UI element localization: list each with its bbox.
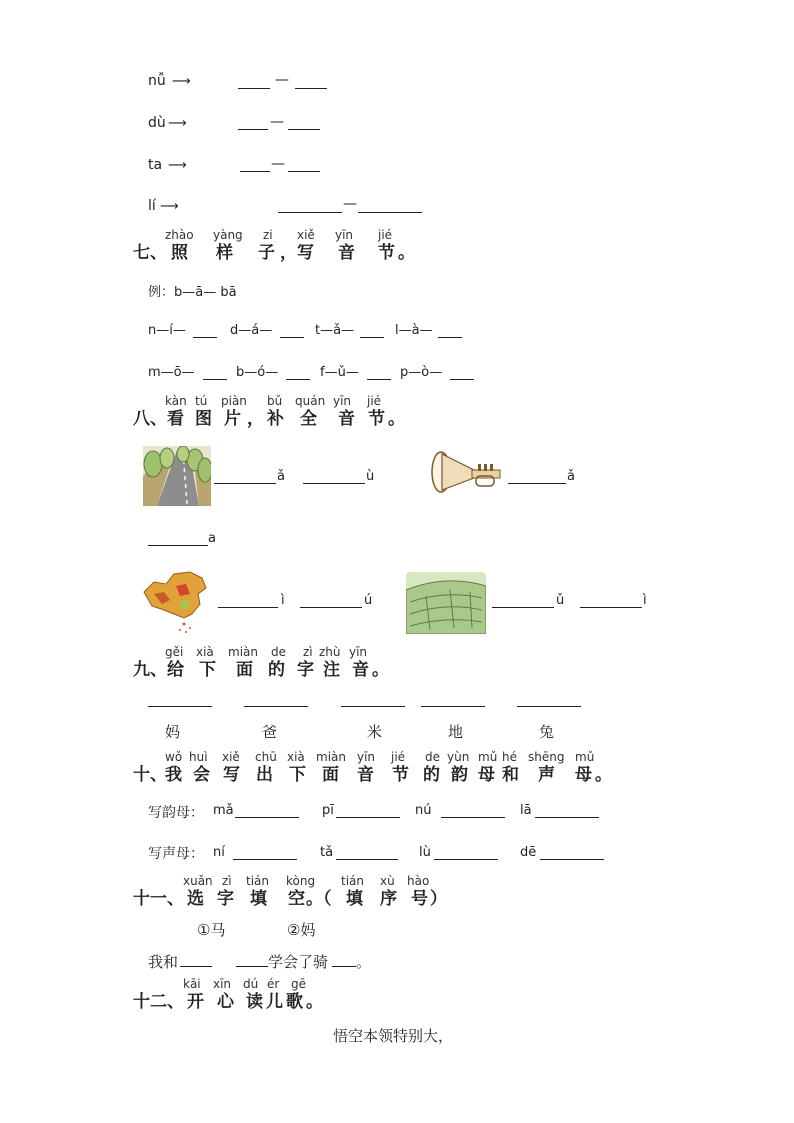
answer-blank[interactable]	[441, 817, 505, 818]
syllable-du: dù	[148, 115, 166, 131]
answer-blank[interactable]	[421, 706, 485, 707]
dash: —	[343, 196, 357, 212]
section-number: 十二、	[133, 992, 184, 1012]
option-2: ②妈	[287, 921, 316, 939]
trumpet-picture	[428, 450, 504, 496]
answer-blank[interactable]	[295, 88, 327, 89]
answer-blank[interactable]	[300, 607, 362, 608]
arrow-icon: ⟶	[168, 116, 187, 131]
dash: —	[271, 156, 285, 172]
answer-blank[interactable]	[336, 817, 400, 818]
arrow-icon: ⟶	[172, 74, 191, 89]
answer-blank[interactable]	[492, 607, 554, 608]
answer-blank[interactable]	[580, 607, 642, 608]
answer-blank[interactable]	[288, 129, 320, 130]
answer-blank[interactable]	[303, 483, 365, 484]
section-number: 九、	[133, 660, 167, 680]
answer-blank[interactable]	[235, 817, 299, 818]
china-map-picture	[140, 570, 212, 634]
answer-blank[interactable]	[508, 483, 566, 484]
syllable-ta: ta	[148, 157, 163, 173]
example-line: 例：b—ā— bā	[148, 285, 237, 300]
answer-blank[interactable]	[233, 859, 297, 860]
poem-line: 悟空本领特别大，	[333, 1027, 454, 1045]
answer-blank[interactable]	[434, 859, 498, 860]
syllable-li: lí	[148, 198, 156, 214]
answer-blank[interactable]	[438, 337, 462, 338]
answer-blank[interactable]	[236, 966, 268, 967]
answer-blank[interactable]	[517, 706, 581, 707]
section-number: 十、	[133, 765, 167, 785]
answer-blank[interactable]	[214, 483, 276, 484]
answer-blank[interactable]	[341, 706, 405, 707]
syllable-nv: nǚ	[148, 73, 166, 89]
answer-blank[interactable]	[240, 171, 270, 172]
section-number: 十一、	[133, 889, 184, 909]
answer-blank[interactable]	[288, 171, 320, 172]
answer-blank[interactable]	[203, 379, 227, 380]
section-number: 八、	[133, 409, 167, 429]
answer-blank[interactable]	[244, 706, 308, 707]
answer-blank[interactable]	[358, 212, 422, 213]
answer-blank[interactable]	[450, 379, 474, 380]
arrow-icon: ⟶	[168, 158, 187, 173]
answer-blank[interactable]	[148, 545, 208, 546]
answer-blank[interactable]	[280, 337, 304, 338]
answer-blank[interactable]	[535, 817, 599, 818]
answer-blank[interactable]	[336, 859, 398, 860]
answer-blank[interactable]	[360, 337, 384, 338]
dash: —	[270, 114, 284, 130]
option-1: ①马	[197, 921, 226, 939]
answer-blank[interactable]	[193, 337, 217, 338]
answer-blank[interactable]	[286, 379, 310, 380]
answer-blank[interactable]	[180, 966, 212, 967]
arrow-icon: ⟶	[160, 199, 179, 214]
answer-blank[interactable]	[238, 129, 268, 130]
road-picture	[143, 446, 211, 506]
answer-blank[interactable]	[218, 607, 278, 608]
answer-blank[interactable]	[148, 706, 212, 707]
dash: —	[275, 72, 289, 88]
answer-blank[interactable]	[367, 379, 391, 380]
answer-blank[interactable]	[540, 859, 604, 860]
answer-blank[interactable]	[278, 212, 342, 213]
answer-blank[interactable]	[238, 88, 270, 89]
section-number: 七、	[133, 243, 167, 263]
field-picture	[406, 572, 486, 634]
answer-blank[interactable]	[332, 966, 356, 967]
